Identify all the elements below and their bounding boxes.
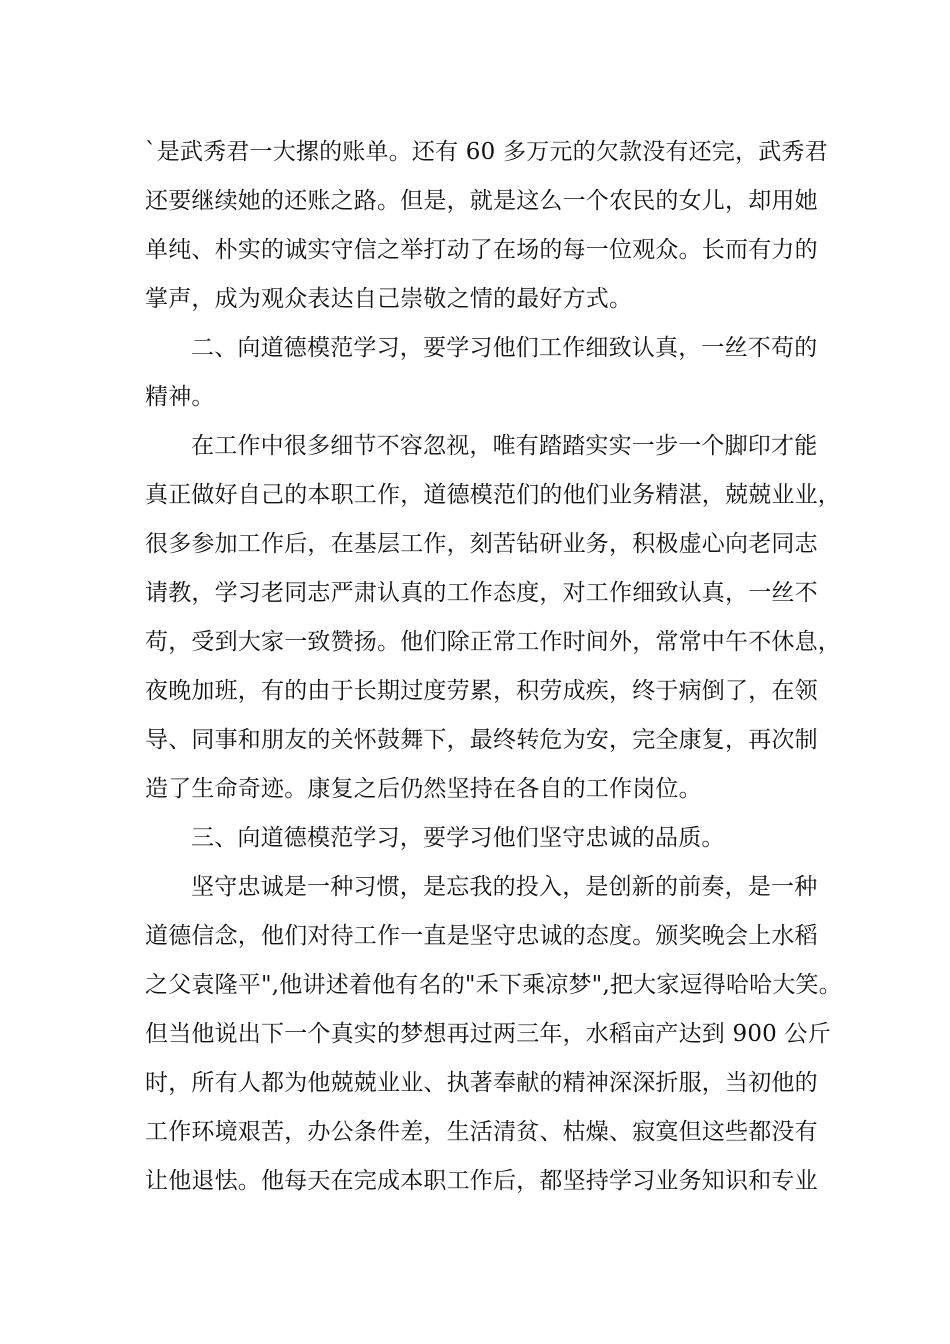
text-line: 导、同事和朋友的关怀鼓舞下，最终转危为安，完全康复，再次制 [145, 727, 818, 753]
text-line: 但当他说出下一个真实的梦想再过两三年，水稻亩产达到 900 公斤 [145, 1021, 831, 1047]
section-heading-continuation: 精神。 [145, 384, 215, 410]
text-line: 真正做好自己的本职工作，道德模范们的他们业务精湛，兢兢业业， [145, 482, 841, 508]
text-line: 请教，学习老同志严肃认真的工作态度，对工作细致认真，一丝不 [145, 580, 818, 606]
text-line: 造了生命奇迹。康复之后仍然坚持在各自的工作岗位。 [145, 776, 702, 802]
text-line: 工作环境艰苦，办公条件差，生活清贫、枯燥、寂寞但这些都没有 [145, 1119, 818, 1145]
text-line: 掌声，成为观众表达自己崇敬之情的最好方式。 [145, 286, 633, 312]
text-line: 让他退怯。他每天在完成本职工作后，都坚持学习业务知识和专业 [145, 1168, 818, 1194]
text-line: 很多参加工作后，在基层工作，刻苦钻研业务，积极虚心向老同志 [145, 531, 818, 557]
text-line: 还要继续她的还账之路。但是，就是这么一个农民的女儿，却用她 [145, 188, 818, 214]
section-heading: 三、向道德模范学习，要学习他们坚守忠诚的品质。 [191, 825, 725, 851]
text-line: 道德信念，他们对待工作一直是坚守忠诚的态度。颁奖晚会上水稻 [145, 923, 818, 949]
paragraph-first-line: 在工作中很多细节不容忽视，唯有踏踏实实一步一个脚印才能 [191, 433, 818, 459]
section-heading: 二、向道德模范学习，要学习他们工作细致认真，一丝不苟的 [191, 335, 818, 361]
text-line: `是武秀君一大摞的账单。还有 60 多万元的欠款没有还完，武秀君 [145, 139, 828, 165]
text-line: 夜晚加班，有的由于长期过度劳累，积劳成疾，终于病倒了，在领 [145, 678, 818, 704]
text-line: 时，所有人都为他兢兢业业、执著奉献的精神深深折服，当初他的 [145, 1070, 818, 1096]
text-line: 之父袁隆平",他讲述着他有名的"禾下乘凉梦",把大家逗得哈哈大笑。 [145, 972, 842, 998]
text-line: 苟，受到大家一致赞扬。他们除正常工作时间外，常常中午不休息， [145, 629, 841, 655]
text-line: 单纯、朴实的诚实守信之举打动了在场的每一位观众。长而有力的 [145, 237, 818, 263]
paragraph-first-line: 坚守忠诚是一种习惯，是忘我的投入，是创新的前奏，是一种 [191, 874, 818, 900]
